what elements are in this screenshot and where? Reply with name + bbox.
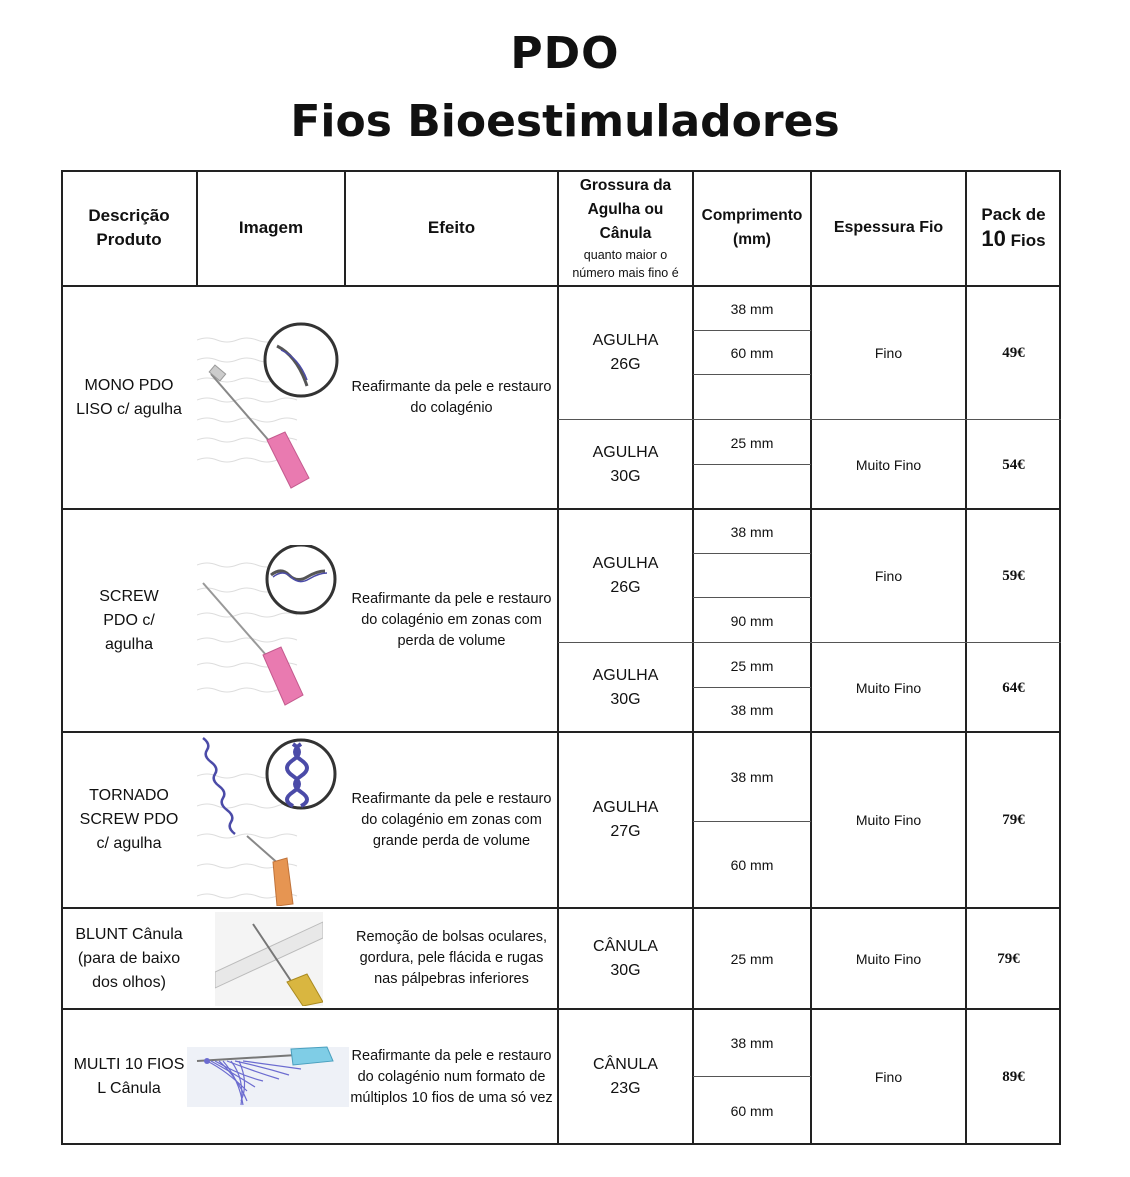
product-name: MONO PDO LISO c/ agulha — [76, 376, 182, 418]
length-value: 60 mm — [730, 345, 774, 361]
header-comprimento: Comprimento (mm) — [701, 207, 803, 248]
length-value: 25 mm — [730, 657, 774, 674]
needle-mono-icon — [197, 320, 345, 490]
header-descricao: Descrição Produto — [88, 206, 170, 249]
product-name: SCREW PDO c/ agulha — [99, 587, 159, 653]
cannula-blunt-icon — [215, 912, 323, 1006]
page-subtitle: Fios Bioestimuladores — [290, 96, 840, 147]
product-name: MULTI 10 FIOS L Cânula — [73, 1056, 185, 1097]
needle-gauge: AGULHA 27G — [592, 799, 659, 840]
cannula-multi-icon — [187, 1043, 349, 1109]
pack-price: 79€ — [997, 950, 1020, 967]
pack-price: 64€ — [1002, 679, 1025, 696]
needle-tornado-icon — [197, 736, 345, 906]
pack-price: 89€ — [1002, 1069, 1025, 1085]
length-value: 38 mm — [730, 523, 774, 540]
page-title: PDO — [510, 28, 620, 79]
product-effect: Reafirmante da pele e restauro do colagénio num formato de múltiplos 10 fios de uma só vez — [350, 1047, 553, 1106]
product-name: TORNADO SCREW PDO c/ agulha — [79, 787, 179, 852]
needle-gauge: AGULHA 26G — [592, 332, 659, 373]
pack-price: 79€ — [1002, 812, 1025, 828]
product-effect: Remoção de bolsas oculares, gordura, pele flácida e rugas nas pálpebras inferiores — [355, 929, 548, 987]
header-espessura: Espessura Fio — [833, 219, 944, 236]
thread-thickness: Muito Fino — [855, 679, 922, 696]
thread-thickness: Muito Fino — [855, 812, 922, 828]
length-value: 60 mm — [730, 857, 774, 873]
thread-thickness: Fino — [874, 1069, 903, 1085]
length-value: 38 mm — [730, 702, 774, 718]
pack-price: 49€ — [1002, 345, 1025, 361]
needle-gauge: CÂNULA 23G — [593, 1056, 658, 1097]
product-name: BLUNT Cânula (para de baixo dos olhos) — [75, 925, 183, 991]
needle-screw-icon — [197, 545, 345, 710]
header-pack: Pack de 10 Fios — [981, 205, 1046, 251]
length-value: 90 mm — [730, 612, 774, 629]
product-effect: Reafirmante da pele e restauro do colagénio em zonas com grande perda de volume — [351, 790, 552, 849]
header-grossura: Grossura da Agulha ou Cânula quanto maior o número mais fino é — [572, 177, 679, 280]
thread-thickness: Muito Fino — [855, 950, 922, 967]
pack-price: 54€ — [1002, 456, 1025, 473]
length-value: 60 mm — [730, 1103, 774, 1119]
length-value: 25 mm — [730, 950, 774, 967]
length-value: 38 mm — [730, 769, 774, 785]
needle-gauge: CÂNULA 30G — [593, 937, 658, 979]
needle-gauge: AGULHA 30G — [592, 666, 659, 708]
thread-thickness: Fino — [874, 345, 903, 361]
length-value: 25 mm — [730, 434, 774, 451]
length-value: 38 mm — [730, 300, 774, 317]
length-value — [693, 554, 811, 598]
needle-gauge: AGULHA 30G — [592, 443, 659, 485]
product-effect: Reafirmante da pele e restauro do colagénio em zonas com perda de volume — [351, 591, 552, 649]
header-imagem: Imagem — [238, 218, 304, 237]
length-value — [693, 375, 811, 420]
price-table — [61, 170, 1061, 1145]
product-effect: Reafirmante da pele e restauro do colagénio — [351, 378, 552, 416]
length-value: 38 mm — [730, 1035, 774, 1051]
pack-price: 59€ — [1002, 568, 1025, 584]
needle-gauge: AGULHA 26G — [592, 555, 659, 596]
header-efeito: Efeito — [427, 218, 476, 237]
thread-thickness: Fino — [874, 568, 903, 584]
thread-thickness: Muito Fino — [855, 456, 922, 473]
length-value — [693, 465, 811, 509]
